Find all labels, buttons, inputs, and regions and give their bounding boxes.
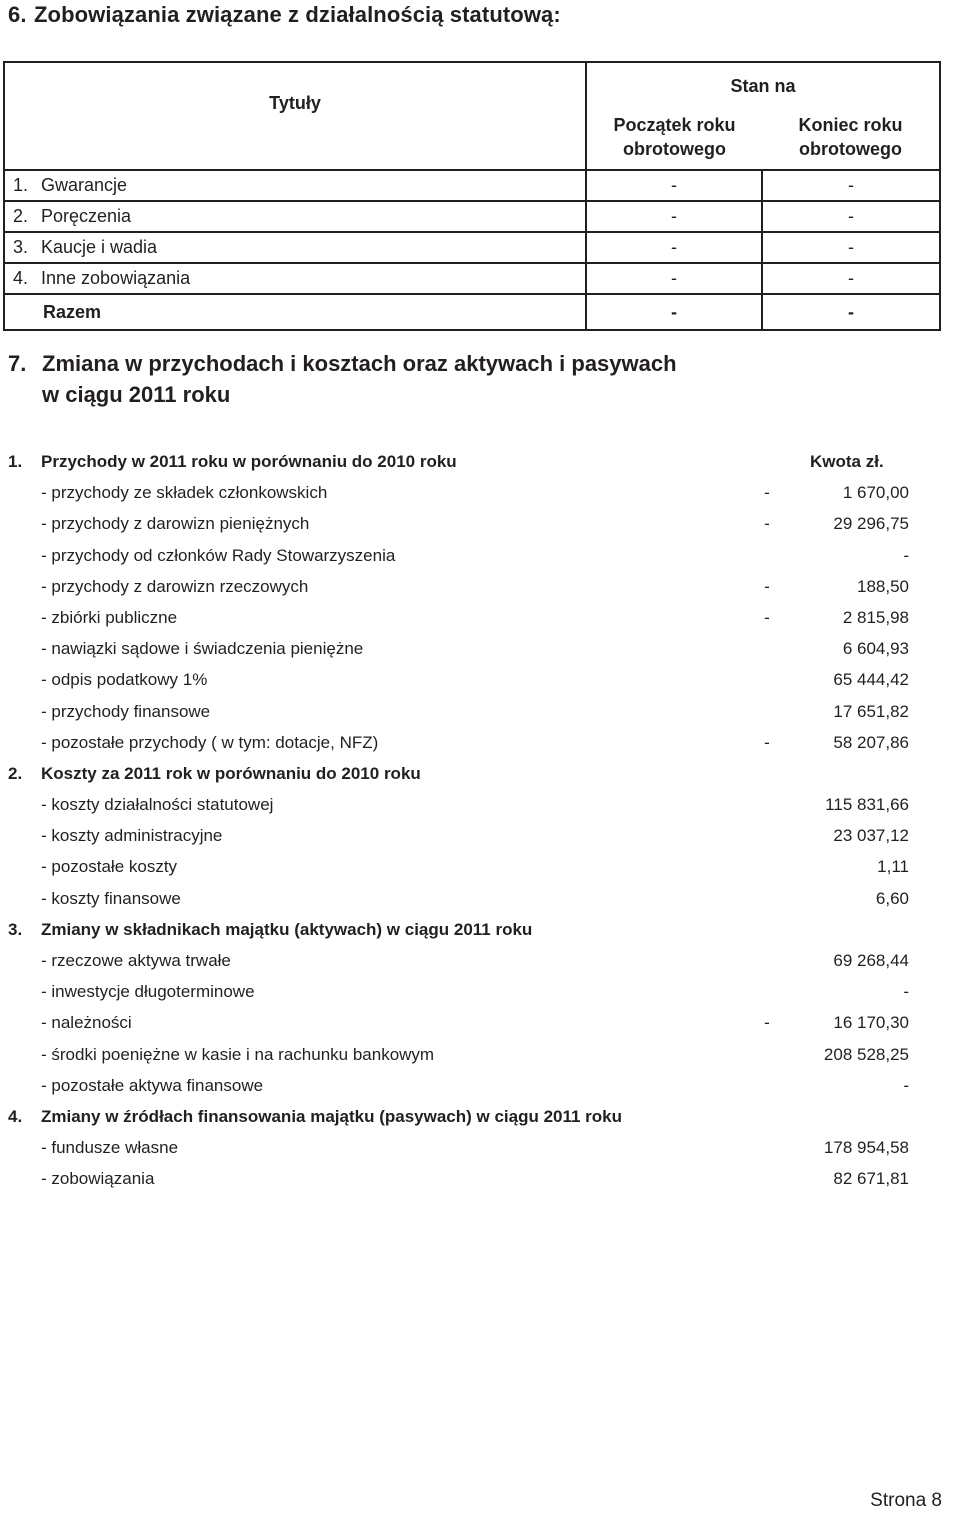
- section-6-number: 6.: [8, 2, 27, 27]
- table-row: 4. Inne zobowiązania - -: [4, 263, 940, 294]
- list-item: - pozostałe przychody ( w tym: dotacje, NFZ) - 58 207,86: [41, 732, 909, 752]
- table-total-row: Razem - -: [4, 294, 940, 330]
- header-end: Koniec roku obrotowego: [762, 105, 940, 170]
- list-item: - fundusze własne 178 954,58: [41, 1138, 909, 1158]
- subsection-heading: 2. Koszty za 2011 rok w porównaniu do 2010 roku: [8, 763, 421, 783]
- list-item: - inwestycje długoterminowe -: [41, 982, 909, 1002]
- page-number: Strona 8: [870, 1490, 942, 1511]
- list-item: - pozostałe koszty 1,11: [41, 857, 909, 877]
- list-item: - przychody od członków Rady Stowarzyszenia -: [41, 545, 909, 565]
- section-7-heading: [8, 348, 677, 410]
- table-header-row-1: [4, 62, 940, 105]
- header-start: Początek roku obrotowego: [586, 105, 762, 170]
- list-item: - rzeczowe aktywa trwałe 69 268,44: [41, 951, 909, 970]
- section-7-title-line2: w ciągu 2011 roku: [42, 382, 231, 407]
- list-item: - przychody z darowizn rzeczowych - 188,50: [41, 576, 909, 596]
- section-6-heading: [8, 2, 561, 28]
- list-item: - koszty działalności statutowej 115 831,66: [41, 795, 909, 815]
- list-item: - środki poeniężne w kasie i na rachunku bankowym 208 528,25: [41, 1044, 909, 1064]
- list-item: - odpis podatkowy 1% 65 444,42: [41, 670, 909, 690]
- list-item: - nawiązki sądowe i świadczenia pieniężne 6 604,93: [41, 639, 909, 659]
- financial-list: [0, 446, 960, 1195]
- amount-header: Kwota zł.: [810, 452, 884, 471]
- list-item: - zbiórki publiczne - 2 815,98: [41, 607, 909, 627]
- list-item: - przychody z darowizn pieniężnych - 29 296,75: [41, 514, 909, 534]
- list-item: - zobowiązania 82 671,81: [41, 1169, 909, 1189]
- section-7-number: 7.: [8, 351, 27, 376]
- list-item: - koszty finansowe 6,60: [41, 888, 909, 908]
- list-item: - pozostałe aktywa finansowe -: [41, 1075, 909, 1095]
- header-titles: Tytuły: [4, 62, 586, 170]
- header-stan-na: Stan na: [586, 62, 940, 105]
- section-7-title-line1: Zmiana w przychodach i kosztach oraz aktywach i pasywach: [42, 351, 677, 376]
- list-item: - koszty administracyjne 23 037,12: [41, 826, 909, 846]
- table-row: 2. Poręczenia - -: [4, 201, 940, 232]
- subsection-heading: 1. Przychody w 2011 roku w porównaniu do 2010 roku Kwota zł.: [0, 446, 960, 477]
- table-row: 3. Kaucje i wadia - -: [4, 232, 940, 263]
- table-row: 1. Gwarancje - -: [4, 170, 940, 201]
- list-item: - przychody ze składek członkowskich - 1 670,00: [41, 483, 909, 503]
- subsection-heading: 4. Zmiany w źródłach finansowania majątku (pasywach) w ciągu 2011 roku: [8, 1106, 623, 1126]
- section-6-title: Zobowiązania związane z działalnością statutową:: [34, 2, 561, 27]
- list-item: - przychody finansowe 17 651,82: [41, 701, 909, 721]
- list-item: - należności - 16 170,30: [41, 1013, 909, 1033]
- subsection-heading: 3. Zmiany w składnikach majątku (aktywach) w ciągu 2011 roku: [8, 919, 533, 939]
- obligations-table: [3, 61, 941, 331]
